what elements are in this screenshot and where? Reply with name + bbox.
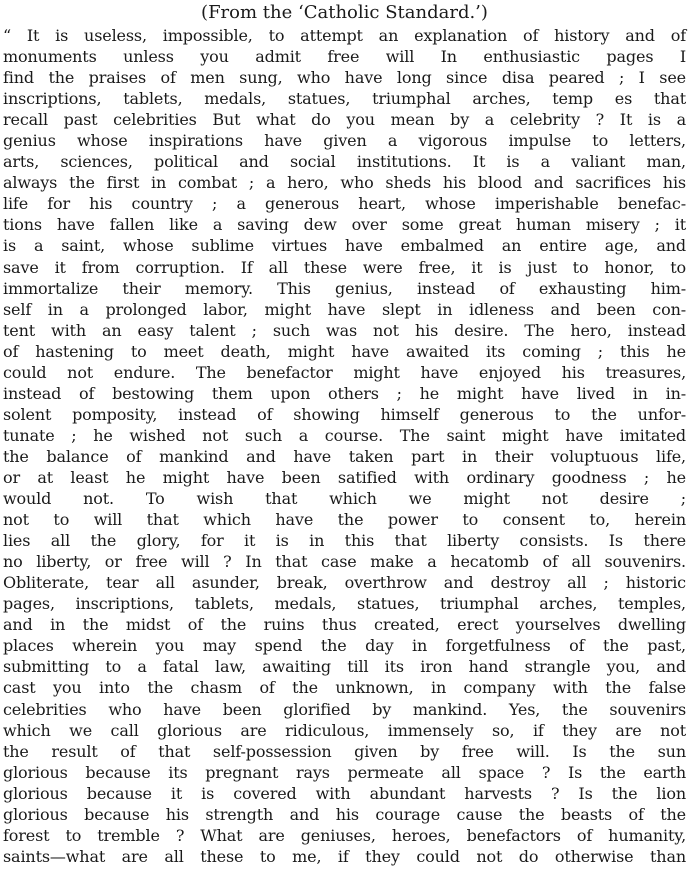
article-line: saints—what are all these to me, if they could not do otherwise than <box>3 846 686 866</box>
article-line: tent with an easy talent ; such was not his desire. The hero, instead <box>3 320 686 340</box>
article-line: of hastening to meet death, might have awaited its coming ; this he <box>3 341 686 361</box>
article-line: submitting to a fatal law, awaiting till its iron hand strangle you, and <box>3 657 686 677</box>
article-line: no liberty, or free will ? In that case make a hecatomb of all souvenirs. <box>3 552 686 572</box>
article-line: instead of bestowing them upon others ; he might have lived in in- <box>3 383 686 403</box>
article-line: glorious because it is covered with abundant harvests ? Is the lion <box>3 783 686 803</box>
article-line: recall past celebrities But what do you mean by a celebrity ? It is a <box>3 110 686 130</box>
article-line: solent pomposity, instead of showing himself generous to the unfor- <box>3 404 686 424</box>
article-line: glorious because his strength and his courage cause the beasts of the <box>3 804 686 824</box>
article-line: “ It is useless, impossible, to attempt an explanation of history and of <box>3 26 686 45</box>
article-line: genius whose inspirations have given a vigorous impulse to letters, <box>3 131 686 151</box>
article-line: would not. To wish that which we might not desire ; <box>3 489 686 509</box>
article-line: immortalize their memory. This genius, instead of exhausting him- <box>3 278 686 298</box>
article-line: tions have fallen like a saving dew over some great human misery ; it <box>3 215 686 235</box>
article-line: glorious because its pregnant rays permeate all space ? Is the earth <box>3 762 686 782</box>
article-line: Obliterate, tear all asunder, break, overthrow and destroy all ; historic <box>3 573 686 593</box>
article-line: the balance of mankind and have taken part in their voluptuous life, <box>3 446 686 466</box>
article-line: could not endure. The benefactor might have enjoyed his treasures, <box>3 362 686 382</box>
article-line: and in the midst of the ruins thus created, erect yourselves dwelling <box>3 615 686 635</box>
article-line: inscriptions, tablets, medals, statues, triumphal arches, temp es that <box>3 89 686 109</box>
article-line: pages, inscriptions, tablets, medals, statues, triumphal arches, temples, <box>3 594 686 614</box>
article-line: the result of that self-possession given by free will. Is the sun <box>3 741 686 761</box>
article-line: forest to tremble ? What are geniuses, heroes, benefactors of humanity, <box>3 825 686 845</box>
article-line: save it from corruption. If all these were free, it is just to honor, to <box>3 257 686 277</box>
source-heading: (From the ‘Catholic Standard.’) <box>201 2 488 23</box>
article-line: self in a prolonged labor, might have slept in idleness and been con- <box>3 299 686 319</box>
article-line: celebrities who have been glorified by mankind. Yes, the souvenirs <box>3 699 686 719</box>
article-line: monuments unless you admit free will In enthusiastic pages I <box>3 47 686 67</box>
article-line: not to will that which have the power to consent to, herein <box>3 510 686 530</box>
article-line: cast you into the chasm of the unknown, in company with the false <box>3 678 686 698</box>
article-line: arts, sciences, political and social institutions. It is a valiant man, <box>3 152 686 172</box>
article-line: which we call glorious are ridiculous, immensely so, if they are not <box>3 720 686 740</box>
article-line: is a saint, whose sublime virtues have embalmed an entire age, and <box>3 236 686 256</box>
article-line: tunate ; he wished not such a course. The saint might have imitated <box>3 425 686 445</box>
article-line: life for his country ; a generous heart, whose imperishable benefac- <box>3 194 686 214</box>
article-line: always the first in combat ; a hero, who sheds his blood and sacrifices his <box>3 173 686 193</box>
article-line: places wherein you may spend the day in forgetfulness of the past, <box>3 636 686 656</box>
article-line: find the praises of men sung, who have long since disa peared ; I see <box>3 68 686 88</box>
article-line: or at least he might have been satified with ordinary goodness ; he <box>3 467 686 487</box>
article-body <box>3 25 686 867</box>
article-line: lies all the glory, for it is in this that liberty consists. Is there <box>3 531 686 551</box>
